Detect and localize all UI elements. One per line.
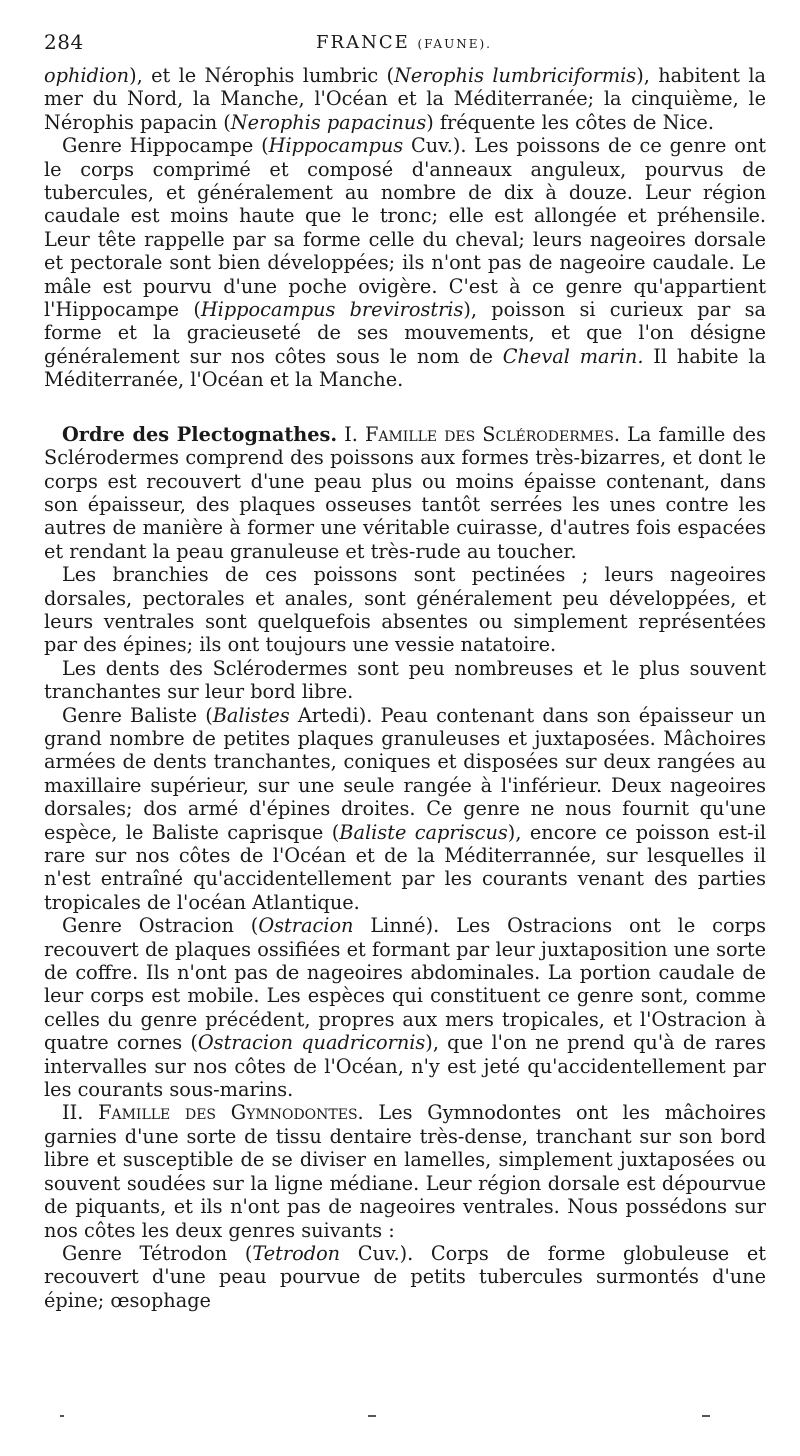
text-run: Artedi). Peau contenant dans son épaisseur un grand nombre de petites plaques granuleuses et juxtaposées. Mâchoires armées de dents tranchantes, coniques et disposées sur deux rangées au maxillaire supérieur, sur une seule rangée à l'inférieur. Deux nageoires dorsales; dos armé d'épines droites. Ce genre ne nous fournit qu'une espèce, le Baliste caprisque ( (44, 703, 766, 844)
text-run: La famille des Sclérodermes comprend des poissons aux formes très-bizarres, et dont le corps est recouvert d'une peau plus ou moins épaisse contenant, dans son épaisseur, des plaques osseuses tantôt serrées les unes contre les autres de manière à former une véritable cuirasse, d'autres fois espacées et rendant la peau granuleuse et très-rude au toucher. (44, 422, 766, 563)
running-head (44, 32, 764, 53)
page-header (44, 30, 764, 60)
text-run: Genre Ostracion ( (62, 914, 259, 938)
text-run: Il habite la Méditerranée, l'Océan et la Manche. (44, 344, 766, 392)
text-run: I. (337, 422, 365, 446)
italic-term: Nerophis lumbriciformis (394, 64, 637, 87)
section-paragraph (44, 423, 766, 563)
paragraph (44, 914, 766, 1101)
italic-term: Ostracion quadricornis (197, 1031, 426, 1055)
text-run: ), et le Nérophis lumbric ( (129, 64, 395, 87)
text-run: Les branchies de ces poissons sont pectinées ; leurs nageoires dorsales, pectorales et anales, sont généralement peu développées, et leurs ventrales sont quelquefois absentes ou simplement représentées par des épines; ils ont toujours une vessie natatoire. (44, 563, 766, 657)
scan-mark (368, 1415, 376, 1417)
italic-term: Cheval marin. (502, 344, 644, 368)
italic-term: ophidion (44, 64, 130, 87)
text-run: ), poisson si curieux par sa forme et la gracieuseté de ses mouvements, et que l'on désigne généralement sur nos côtes sous le nom de (44, 298, 766, 368)
paragraph (44, 134, 766, 391)
scan-mark (60, 1415, 64, 1417)
paragraph (44, 64, 766, 134)
page-number: 284 (44, 30, 84, 54)
text-run: Genre Baliste ( (62, 703, 213, 727)
scan-mark (702, 1415, 710, 1417)
italic-term: Tetrodon (252, 1241, 341, 1265)
text-run: ), habitent la mer du Nord, la Manche, l'Océan et la Méditerranée; la cinquième, le Nérophis papacin ( (44, 64, 766, 134)
italic-term: Baliste capriscus (339, 820, 508, 844)
family-heading: Famille des Sclérodermes. (364, 422, 621, 446)
italic-term: Nerophis papacinus (230, 110, 427, 134)
order-heading: Ordre des Plectognathes. (62, 422, 338, 446)
italic-term: Ostracion (258, 914, 354, 938)
text-run: Genre Tétrodon ( (62, 1241, 253, 1265)
italic-term: Balistes (212, 703, 290, 727)
page-footer-marks (0, 1415, 800, 1425)
text-run: ) fréquente les côtes de Nice. (426, 110, 714, 134)
text-run: Les Gymnodontes ont les mâchoires garnies d'une sorte de tissu dentaire très-dense, tranchant sur son bord libre et susceptible de se diviser en lamelles, simplement juxtaposées ou souvent soudées sur la ligne médiane. Leur région dorsale est dépourvue de piquants, et ils n'ont pas de nageoires ventrales. Nous possédons sur nos côtes les deux genres suivants : (44, 1101, 766, 1242)
body-text (44, 64, 766, 1312)
text-run: ), encore ce poisson est-il rare sur nos côtes de l'Océan et de la Méditerrannée, sur lesquelles il n'est entraîné qu'accidentellement par les courants venant des parties tropicales de l'océan Atlantique. (44, 820, 767, 914)
italic-term: Hippocampus brevirostris (200, 298, 464, 322)
paragraph (44, 657, 766, 704)
text-run: Linné). Les Ostracions ont le corps recouvert de plaques ossifiées et formant par leur juxtaposition une sorte de coffre. Ils n'ont pas de nageoires abdominales. La portion caudale de leur corps est mobile. Les espèces qui constituent ce genre sont, comme celles du genre précédent, propres aux mers tropicales, et l'Ostracion à quatre cornes ( (44, 914, 767, 1055)
text-run: ), que l'on ne prend qu'à de rares intervalles sur nos côtes de l'Océan, n'y est jeté qu'accidentellement par les courants sous-marins. (44, 1031, 766, 1102)
paragraph (44, 704, 766, 915)
text-run: Cuv.). Les poissons de ce genre ont le corps comprimé et composé d'anneaux anguleux, pourvus de tubercules, et généralement au nombre de dix à douze. Leur région caudale est moins haute que le tronc; elle est allongée et préhensile. Leur tête rappelle par sa forme celle du cheval; leurs nageoires dorsale et pectorale sont bien développées; ils n'ont pas de nageoire caudale. Le mâle est pourvu d'une poche ovigère. C'est à ce genre qu'appartient l'Hippocampe ( (44, 134, 767, 322)
paragraph (44, 1242, 766, 1312)
italic-term: Hippocampus (268, 134, 404, 158)
paragraph (44, 1101, 766, 1241)
paragraph (44, 563, 766, 657)
running-head-title: FRANCE (316, 32, 410, 53)
running-head-subtitle: (FAUNE). (417, 37, 492, 51)
text-run: Les dents des Sclérodermes sont peu nombreuses et le plus souvent tranchantes sur leur bord libre. (44, 656, 766, 704)
text-run: II. (62, 1101, 99, 1125)
family-heading: Famille des Gymnodontes. (98, 1101, 364, 1125)
text-run: Genre Hippocampe ( (62, 134, 269, 158)
text-run: Cuv.). Corps de forme globuleuse et recouvert d'une peau pourvue de petits tubercules surmontés d'une épine; œsophage (44, 1241, 767, 1312)
